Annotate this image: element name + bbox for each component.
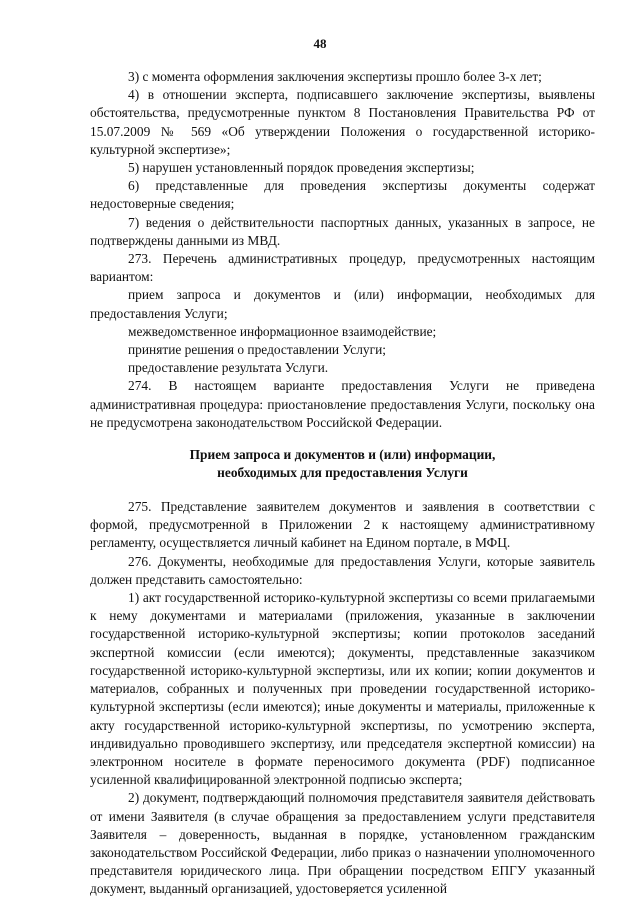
paragraph-275: 275. Представление заявителем документов и заявления в соответствии с формой, предусмотренной в Приложении 2 к настоящему административному регламенту, осуществляется личный кабинет на Едином портале, в МФЦ. [90,499,595,551]
paragraph-276-item-2: 2) документ, подтверждающий полномочия представителя заявителя действовать от имени Заявителя (в случае обращения за предоставлением услуги представителя Заявителя – доверенность, выданная в порядке, установленном гражданским законодательством Российской Федерации, либо приказ о назначении уполномоченного представителя юридического лица. При обращении посредством ЕПГУ указанный документ, выданный организацией, удостоверяется усиленной [90,790,595,897]
paragraph-276: 276. Документы, необходимые для предоставления Услуги, которые заявитель должен представить самостоятельно: [90,553,595,587]
section-heading-line-2: необходимых для предоставления Услуги [217,465,468,481]
document-body [90,68,595,899]
procedure-item: прием запроса и документов и (или) информации, необходимых для предоставления Услуги; [90,287,595,321]
paragraph-item-3: 3) с момента оформления заключения экспертизы прошло более 3-х лет; [128,69,542,84]
section-heading-line-1: Прием запроса и документов и (или) информации, [189,447,496,463]
paragraph-274: 274. В настоящем варианте предоставления Услуги не приведена административная процедура: приостановление предоставления Услуги, поскольку она не предусмотрена законодательством Российской Федерации. [90,378,595,430]
paragraph-276-item-1: 1) акт государственной историко-культурной экспертизы со всеми прилагаемыми к нему документами и материалами (приложения, указанные в заключении государственной историко-культурной экспертизы; копии протоколов заседаний экспертной комиссии (если имеются); документы, представленные заказчиком государственной историко-культурной экспертизы, или их копии; копии документов и материалов, собранных и полученных при проведении государственной историко-культурной экспертизы (если имеются); иные документы и материалы, приложенные к акту государственной историко-культурной экспертизы, по усмотрению эксперта, индивидуально проводившего экспертизу, или председателя экспертной комиссии) на электронном носителе в формате переносимого документа (PDF) подписанное усиленной квалифицированной электронной подписью эксперта; [90,590,595,788]
page-number: 48 [313,36,327,51]
procedure-item: принятие решения о предоставлении Услуги; [128,342,386,358]
paragraph-item-6: 6) представленные для проведения экспертизы документы содержат недостоверные сведения; [90,178,595,212]
paragraph-item-7: 7) ведения о действительности паспортных данных, указанных в запросе, не подтверждены данными из МВД. [90,214,595,248]
section-heading [90,446,595,482]
paragraph-item-4: 4) в отношении эксперта, подписавшего заключение экспертизы, выявлены обстоятельства, предусмотренные пунктом 8 Постановления Правительства РФ от 15.07.2009 № 569 «Об утверждении Положения о государственной историко-культурной экспертизе»; [90,87,595,157]
paragraph-273: 273. Перечень административных процедур, предусмотренных настоящим вариантом: [90,251,595,285]
paragraph-item-5: 5) нарушен установленный порядок проведения экспертизы; [128,160,475,176]
procedure-item: межведомственное информационное взаимодействие; [128,323,437,339]
procedure-item: предоставление результата Услуги. [128,360,329,376]
